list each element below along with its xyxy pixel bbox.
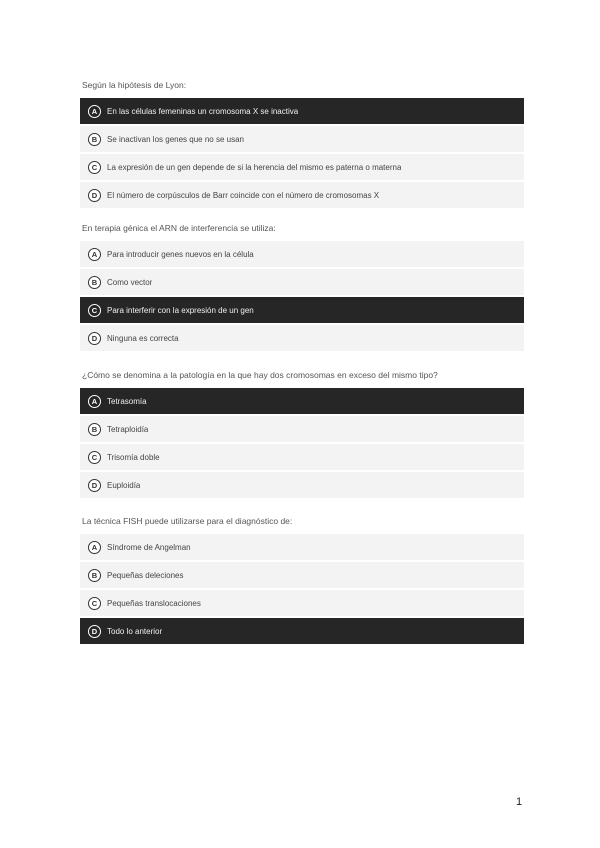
option-b[interactable]: [80, 562, 524, 588]
option-letter: A: [88, 541, 101, 554]
option-letter: C: [88, 161, 101, 174]
option-text: Pequeñas deleciones: [107, 570, 184, 580]
option-d[interactable]: [80, 182, 524, 208]
page-number: 1: [516, 796, 523, 808]
question-2: [80, 221, 524, 353]
option-letter: B: [88, 276, 101, 289]
option-text: Euploidía: [107, 480, 141, 490]
option-letter: B: [88, 423, 101, 436]
option-text: Como vector: [107, 277, 153, 287]
option-text: La expresión de un gen depende de si la herencia del mismo es paterna o materna: [107, 162, 402, 172]
option-letter: B: [88, 569, 101, 582]
option-text: En las células femeninas un cromosoma X se inactiva: [107, 106, 299, 116]
option-letter: D: [88, 625, 101, 638]
option-b[interactable]: [80, 126, 524, 152]
option-text: Para introducir genes nuevos en la célula: [107, 249, 254, 259]
option-a[interactable]: [80, 241, 524, 267]
option-letter: C: [88, 451, 101, 464]
option-letter: D: [88, 332, 101, 345]
question-text: En terapia génica el ARN de interferencia se utiliza:: [82, 223, 276, 233]
option-letter: A: [88, 105, 101, 118]
option-d[interactable]: [80, 472, 524, 498]
option-b[interactable]: [80, 416, 524, 442]
option-letter: D: [88, 479, 101, 492]
option-c[interactable]: [80, 297, 524, 323]
option-text: Trisomía doble: [107, 452, 160, 462]
option-text: Tetrasomía: [107, 396, 147, 406]
option-text: Para interferir con la expresión de un gen: [107, 305, 254, 315]
option-a[interactable]: [80, 388, 524, 414]
option-d[interactable]: [80, 618, 524, 644]
option-c[interactable]: [80, 154, 524, 180]
option-letter: A: [88, 248, 101, 261]
option-c[interactable]: [80, 590, 524, 616]
option-letter: C: [88, 304, 101, 317]
option-letter: D: [88, 189, 101, 202]
option-c[interactable]: [80, 444, 524, 470]
question-text: ¿Cómo se denomina a la patología en la que hay dos cromosomas en exceso del mismo tipo?: [82, 370, 438, 380]
question-1: [80, 78, 524, 210]
option-text: Ninguna es correcta: [107, 333, 179, 343]
option-text: Se inactivan los genes que no se usan: [107, 134, 244, 144]
question-3: [80, 368, 524, 500]
question-text: La técnica FISH puede utilizarse para el diagnóstico de:: [82, 516, 293, 526]
option-letter: B: [88, 133, 101, 146]
option-text: Todo lo anterior: [107, 626, 163, 636]
option-a[interactable]: [80, 534, 524, 560]
option-text: Tetraploidía: [107, 424, 149, 434]
option-d[interactable]: [80, 325, 524, 351]
option-letter: C: [88, 597, 101, 610]
option-text: El número de corpúsculos de Barr coincide con el número de cromosomas X: [107, 190, 380, 200]
option-b[interactable]: [80, 269, 524, 295]
option-a[interactable]: [80, 98, 524, 124]
question-text: Según la hipótesis de Lyon:: [82, 80, 187, 90]
option-text: Pequeñas translocaciones: [107, 598, 201, 608]
option-letter: A: [88, 395, 101, 408]
question-4: [80, 514, 524, 646]
option-text: Síndrome de Angelman: [107, 542, 191, 552]
